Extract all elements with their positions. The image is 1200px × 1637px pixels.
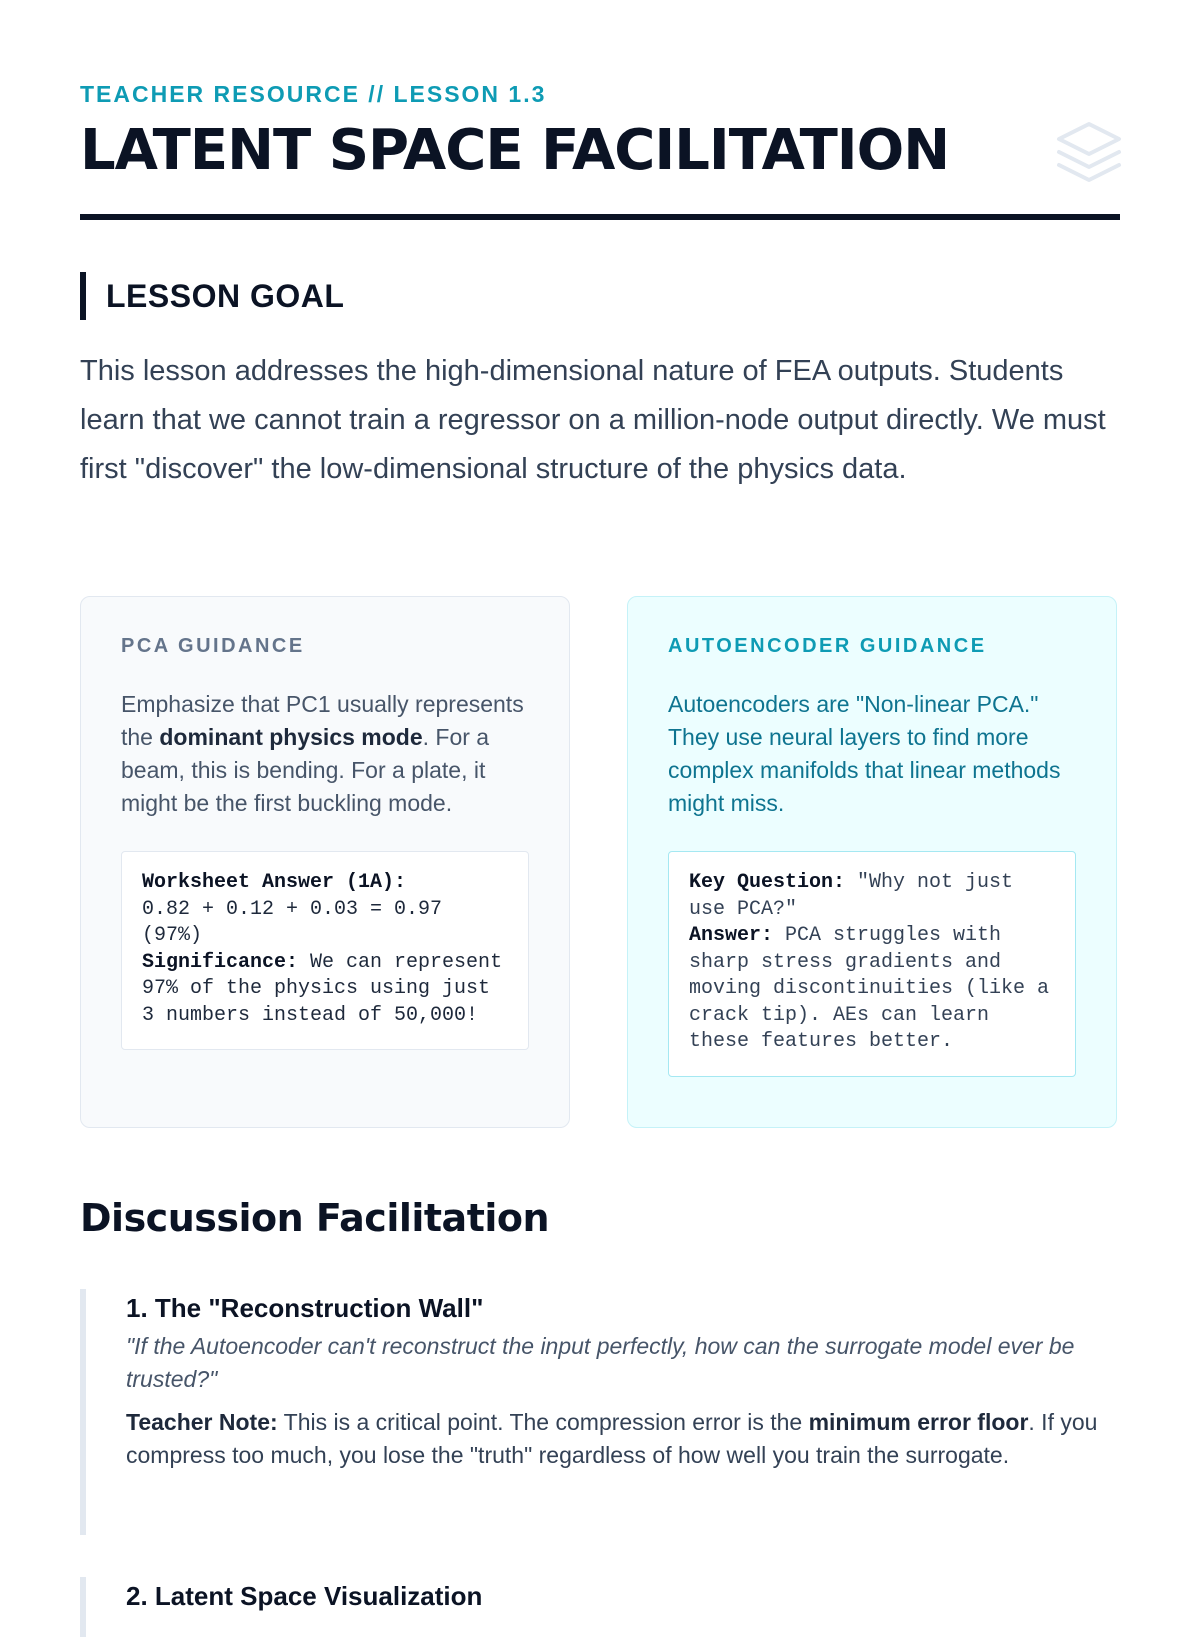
key-question-box xyxy=(668,851,1076,1077)
teacher-note-emphasis: minimum error floor xyxy=(808,1409,1029,1435)
discussion-item xyxy=(80,1289,1120,1535)
significance-text: We can represent 97% of the physics using just 3 numbers instead of 50,000! xyxy=(142,950,503,1027)
autoencoder-guidance-card xyxy=(627,596,1117,1128)
key-question-label: Key Question: xyxy=(689,871,846,894)
pca-card-text xyxy=(121,688,529,820)
heading-accent-bar xyxy=(80,272,86,320)
lesson-eyebrow: TEACHER RESOURCE // LESSON 1.3 xyxy=(80,81,547,107)
pca-guidance-card xyxy=(80,596,570,1128)
discussion-item xyxy=(80,1577,1120,1637)
title-divider xyxy=(80,214,1120,220)
ae-card-text: Autoencoders are "Non-linear PCA." They use neural layers to find more complex manifolds that linear methods might miss. xyxy=(668,691,1061,816)
pca-text-emphasis: dominant physics mode xyxy=(159,724,423,750)
ae-card-label: AUTOENCODER GUIDANCE xyxy=(668,635,987,657)
lesson-goal-title: LESSON GOAL xyxy=(106,277,345,314)
discussion-item-quote: "If the Autoencoder can't reconstruct the input perfectly, how can the surrogate model ever be trusted?" xyxy=(126,1333,1075,1392)
answer-label: Answer: xyxy=(689,924,774,947)
discussion-title: Discussion Facilitation xyxy=(80,1196,550,1240)
key-question-text: "Why not just use PCA?" xyxy=(689,871,1014,921)
answer-text: PCA struggles with sharp stress gradients and moving discontinuities (like a crack tip). AEs can learn these features better. xyxy=(689,924,1050,1053)
teacher-note xyxy=(126,1406,1120,1472)
lesson-goal-text: This lesson addresses the high-dimensional nature of FEA outputs. Students learn that we cannot train a regressor on a million-node output directly. We must first "discover" the low-dimensional structure of the physics data. xyxy=(80,355,1106,485)
pca-text-part: . For a beam, this is bending. For a plate, it might be the first buckling mode. xyxy=(121,724,490,816)
worksheet-answer-value: 0.82 + 0.12 + 0.03 = 0.97 (97%) xyxy=(142,897,443,947)
significance-label: Significance: xyxy=(142,950,299,974)
discussion-item-heading: 1. The "Reconstruction Wall" xyxy=(126,1293,484,1323)
pca-text-part: Emphasize that PC1 usually represents the xyxy=(121,691,524,750)
pca-card-label: PCA GUIDANCE xyxy=(121,635,305,657)
worksheet-answer-label: Worksheet Answer (1A): xyxy=(142,871,407,894)
teacher-note-text: . If you compress too much, you lose the "truth" regardless of how well you train the surrogate. xyxy=(126,1409,1098,1468)
lesson-goal-heading xyxy=(80,272,344,320)
layers-icon xyxy=(1055,120,1123,184)
teacher-note-text: This is a critical point. The compression error is the xyxy=(277,1409,809,1435)
worksheet-answer-box xyxy=(121,851,529,1050)
discussion-item-heading: 2. Latent Space Visualization xyxy=(126,1581,483,1611)
page-title: LATENT SPACE FACILITATION xyxy=(80,118,950,183)
teacher-note-label: Teacher Note: xyxy=(126,1409,278,1435)
